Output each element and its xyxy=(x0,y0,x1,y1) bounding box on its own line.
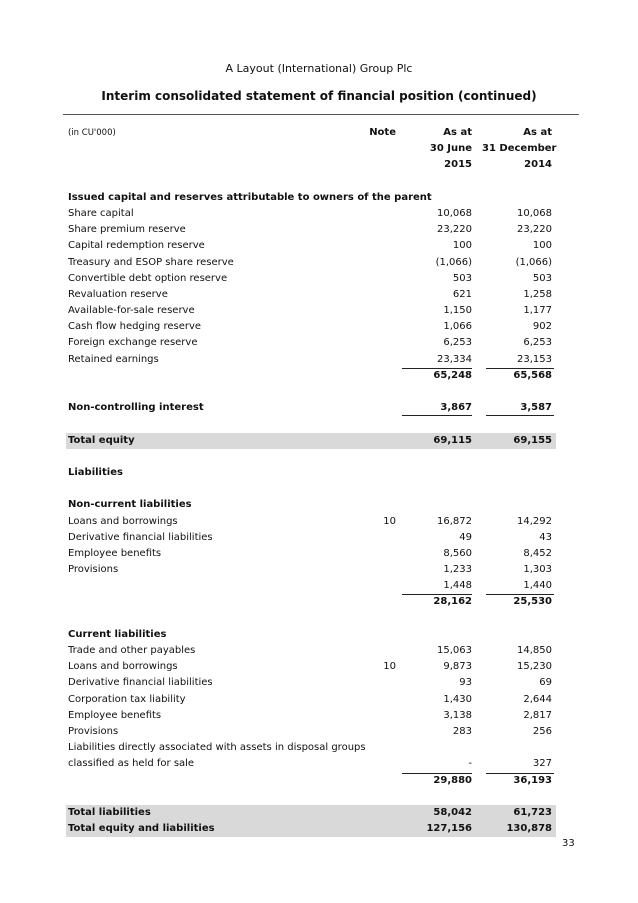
row-value-2014: 23,220 xyxy=(517,224,552,236)
row-value-2014: 2,817 xyxy=(523,709,552,721)
nci-2015: 3,867 xyxy=(440,402,472,414)
row-value-2014: 43 xyxy=(539,531,552,543)
col2-header-line2: 31 December xyxy=(482,143,557,155)
row-label: Capital redemption reserve xyxy=(68,240,205,252)
row-value-2015: 10,068 xyxy=(437,207,472,219)
table-row xyxy=(66,303,556,319)
row-label: Derivative financial liabilities xyxy=(68,531,213,543)
row-label: Corporation tax liability xyxy=(68,693,186,705)
row-value-2014: 256 xyxy=(532,725,552,737)
row-value-2014: 1,177 xyxy=(523,305,552,317)
row-value-2014: (1,066) xyxy=(515,256,552,268)
column-header-row-3 xyxy=(66,157,556,173)
row-label: Available-for-sale reserve xyxy=(68,305,195,317)
total-equity-liabilities-2015: 127,156 xyxy=(426,823,472,835)
table-row xyxy=(66,255,556,271)
total-equity-label: Total equity xyxy=(68,434,135,446)
col2-header-line1: As at xyxy=(523,127,552,138)
current-subtotal-2015: 29,880 xyxy=(433,774,472,786)
table-row xyxy=(66,643,556,659)
row-label: Treasury and ESOP share reserve xyxy=(68,256,234,268)
table-row xyxy=(66,335,556,351)
row-value-2015: - xyxy=(468,758,472,770)
equity-subtotal-2015: 65,248 xyxy=(433,369,472,381)
row-value-2015: 503 xyxy=(452,272,472,284)
current-heading xyxy=(66,627,556,643)
total-liabilities-2014: 61,723 xyxy=(513,806,552,818)
row-note: 10 xyxy=(383,661,396,673)
table-row xyxy=(66,708,556,724)
row-value-2015: 1,150 xyxy=(443,305,472,317)
row-value-2014: 23,153 xyxy=(517,353,552,365)
table-row xyxy=(66,692,556,708)
table-row xyxy=(66,514,556,530)
row-label: Convertible debt option reserve xyxy=(68,272,228,284)
row-value-2015: 6,253 xyxy=(443,337,472,349)
statement-title: Interim consolidated statement of financial position (continued) xyxy=(101,89,537,103)
row-label: Trade and other payables xyxy=(68,645,196,656)
row-value-2014: 6,253 xyxy=(523,337,552,349)
table-row xyxy=(66,206,556,222)
note-column-header: Note xyxy=(369,127,396,138)
table-row xyxy=(66,271,556,287)
row-value-2014: 1,303 xyxy=(523,564,552,576)
row-label: Loans and borrowings xyxy=(68,661,178,673)
row-value-2015: 283 xyxy=(452,725,472,737)
table-row xyxy=(66,238,556,254)
row-value-2015: 23,220 xyxy=(437,224,472,236)
liabilities-heading xyxy=(66,465,556,481)
row-value-2014: 1,440 xyxy=(523,580,552,592)
row-value-2015: 15,063 xyxy=(437,645,472,656)
row-value-2015: 1,430 xyxy=(443,693,472,705)
equity-heading xyxy=(66,190,556,206)
equity-subtotal-2014: 65,568 xyxy=(513,369,552,381)
table-row xyxy=(66,659,556,675)
total-equity-liabilities-2014: 130,878 xyxy=(506,823,552,835)
row-label: Revaluation reserve xyxy=(68,288,168,300)
row-value-2015: 1,448 xyxy=(443,580,472,592)
noncurrent-subtotal-2014: 25,530 xyxy=(513,596,552,608)
row-value-2014: 69 xyxy=(539,677,552,689)
row-value-2015: 9,873 xyxy=(443,661,472,673)
row-label: Loans and borrowings xyxy=(68,515,178,527)
row-label: Share capital xyxy=(68,207,134,219)
current-rows xyxy=(66,643,556,773)
table-row xyxy=(66,287,556,303)
nci-2014: 3,587 xyxy=(520,402,552,414)
table-row xyxy=(66,562,556,578)
row-value-2015: 23,334 xyxy=(437,353,472,365)
row-value-2014: 15,230 xyxy=(517,661,552,673)
column-header-row-2 xyxy=(66,141,556,157)
row-label: Provisions xyxy=(68,725,119,737)
row-label: Derivative financial liabilities xyxy=(68,677,213,689)
row-value-2015: 93 xyxy=(459,677,472,689)
total-equity-2014: 69,155 xyxy=(513,434,552,446)
row-value-2015: 621 xyxy=(452,288,472,300)
row-value-2014: 902 xyxy=(532,321,552,333)
noncurrent-heading-text: Non-current liabilities xyxy=(68,499,192,511)
row-label: Liabilities directly associated with assets in disposal groups xyxy=(68,742,366,754)
noncurrent-rows xyxy=(66,514,556,595)
row-note: 10 xyxy=(383,515,396,527)
row-value-2015: 1,066 xyxy=(443,321,472,333)
row-label: Foreign exchange reserve xyxy=(68,337,198,349)
table-row xyxy=(66,319,556,335)
row-label: classified as held for sale xyxy=(68,758,195,770)
noncurrent-subtotal-row xyxy=(66,594,556,610)
row-label: Retained earnings xyxy=(68,353,159,365)
column-header-row-1 xyxy=(66,125,556,141)
table-row xyxy=(66,546,556,562)
total-equity-liabilities-row xyxy=(66,821,556,837)
total-equity-row xyxy=(66,433,556,449)
total-liabilities-row xyxy=(66,805,556,821)
row-value-2015: 3,138 xyxy=(443,709,472,721)
table-row xyxy=(66,740,556,756)
current-heading-text: Current liabilities xyxy=(68,628,167,640)
equity-rows xyxy=(66,206,556,368)
row-value-2014: 503 xyxy=(532,272,552,284)
total-equity-2015: 69,115 xyxy=(433,434,472,446)
row-value-2015: 49 xyxy=(459,531,472,543)
row-value-2015: 16,872 xyxy=(437,515,472,527)
liabilities-heading-text: Liabilities xyxy=(68,466,123,478)
table-row xyxy=(66,578,556,594)
row-value-2014: 14,850 xyxy=(517,645,552,656)
unit-label: (in CU'000) xyxy=(68,128,116,138)
noncurrent-subtotal-2015: 28,162 xyxy=(433,596,472,608)
noncurrent-heading xyxy=(66,497,556,513)
nci-row xyxy=(66,400,556,416)
equity-heading-text: Issued capital and reserves attributable to owners of the parent xyxy=(68,191,432,203)
col1-header-line3: 2015 xyxy=(444,159,472,171)
row-label: Provisions xyxy=(68,564,119,576)
page-number: 33 xyxy=(562,838,575,849)
total-equity-liabilities-label: Total equity and liabilities xyxy=(68,823,215,835)
current-subtotal-row xyxy=(66,773,556,789)
table-row xyxy=(66,222,556,238)
row-value-2014: 14,292 xyxy=(517,515,552,527)
current-subtotal-2014: 36,193 xyxy=(513,774,552,786)
row-label: Cash flow hedging reserve xyxy=(68,321,202,333)
row-label: Share premium reserve xyxy=(68,224,186,236)
table-row xyxy=(66,675,556,691)
row-value-2015: (1,066) xyxy=(435,256,472,268)
row-value-2014: 2,644 xyxy=(523,693,552,705)
row-value-2014: 10,068 xyxy=(517,207,552,219)
row-value-2015: 8,560 xyxy=(443,547,472,559)
row-value-2015: 1,233 xyxy=(443,564,472,576)
table-row xyxy=(66,756,556,772)
total-liabilities-label: Total liabilities xyxy=(68,806,151,818)
row-value-2014: 100 xyxy=(532,240,552,252)
col2-header-line3: 2014 xyxy=(524,159,552,171)
table-row xyxy=(66,352,556,368)
row-label: Employee benefits xyxy=(68,709,162,721)
row-value-2014: 1,258 xyxy=(523,288,552,300)
equity-subtotal-row xyxy=(66,368,556,384)
col1-header-line1: As at xyxy=(443,127,472,138)
financial-position-table xyxy=(66,125,556,837)
table-row xyxy=(66,724,556,740)
table-row xyxy=(66,530,556,546)
nci-label: Non-controlling interest xyxy=(68,402,204,414)
col1-header-line2: 30 June xyxy=(429,143,472,155)
title-divider xyxy=(63,114,579,115)
row-value-2014: 8,452 xyxy=(523,547,552,559)
row-value-2014: 327 xyxy=(532,758,552,770)
total-liabilities-2015: 58,042 xyxy=(433,806,472,818)
row-value-2015: 100 xyxy=(452,240,472,252)
row-label: Employee benefits xyxy=(68,547,162,559)
company-name: A Layout (International) Group Plc xyxy=(225,62,413,75)
